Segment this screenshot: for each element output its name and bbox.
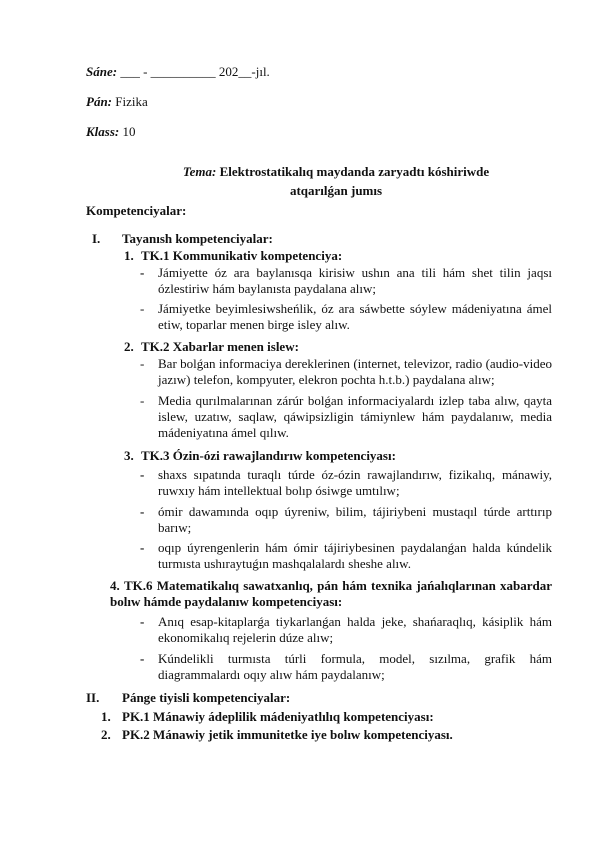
topic-title	[86, 164, 586, 180]
bullet-dash: -	[140, 301, 145, 316]
item-number: 2.	[124, 339, 134, 354]
item-title: TK.3 Ózin-ózi rawajlandırıw kompetenciyası:	[141, 448, 396, 463]
item-3-heading	[124, 448, 396, 464]
item-2-heading	[124, 339, 299, 355]
date-value: ___ - __________ 202__-jıl.	[120, 64, 270, 79]
class-value: 10	[122, 124, 136, 139]
bullet-dash: -	[140, 265, 145, 280]
bullet-dash: -	[140, 467, 145, 482]
date-label: Sáne:	[86, 64, 118, 79]
bullet-text: Bar bolǵan informaciya dereklerinen (internet, televizor, radio (audio-video jazıw) telefon, kompyuter, elekron pochta h.t.b.) paydalana alıw;	[158, 356, 552, 387]
item-1-heading	[124, 248, 342, 264]
bullet-text: Anıq esap-kitaplarǵa tiykarlanǵan halda jeke, shańaraqlıq, kásiplik hám ekonomikalıq rejelerin dúze alıw;	[158, 614, 552, 645]
item-number: 1.	[101, 709, 111, 724]
item-number: 1.	[124, 248, 134, 263]
date-line	[86, 64, 270, 80]
pk-item-1	[101, 709, 434, 725]
pk-item-2	[101, 727, 453, 743]
bullet-dash: -	[140, 614, 145, 629]
class-line	[86, 124, 135, 140]
competencies-heading: Kompetenciyalar:	[86, 203, 187, 218]
bullet-dash: -	[140, 504, 145, 519]
subject-line	[86, 94, 148, 110]
section-1-title: Tayanısh kompetenciyalar:	[122, 231, 273, 246]
bullet-text: ómir dawamında oqıp úyreniw, bilim, tájiriybeni mustaqıl túrde arttırıp barıw;	[158, 504, 552, 535]
topic-title-cont	[86, 183, 586, 199]
item-title: TK.6 Matematikalıq sawatxanlıq, pán hám texnika jańalıqlarınan xabardar bolıw hámde paydalanıw kompetenciyası:	[110, 578, 552, 609]
section-2-title: Pánge tiyisli kompetenciyalar:	[122, 690, 291, 705]
item-title: PK.2 Mánawiy jetik immunitetke iye bolıw kompetenciyası.	[122, 727, 453, 742]
bullet-text: Kúndelikli turmısta túrli formula, model, sızılma, grafik hám diagrammalardı oqıy alıw hám paydalanıw;	[158, 651, 552, 682]
section-2-number: II.	[86, 690, 100, 705]
bullet-text: oqıp úyrengenlerin hám ómir tájiriybesinen paydalanǵan halda kúndelik turmısta ushıraytuǵın mashqalalardı sheshe alıw.	[158, 540, 552, 571]
bullet-dash: -	[140, 651, 145, 666]
bullet-dash: -	[140, 393, 145, 408]
class-label: Klass:	[86, 124, 120, 139]
bullet-dash: -	[140, 356, 145, 371]
bullet-text: Media qurılmalarınan zárúr bolǵan informaciyalardı izlep taba alıw, qayta islew, uzatıw, saqlaw, qáwipsizligin támiynlew hám paydalanıw, media mádeniyatına ámel qılıw.	[158, 393, 552, 440]
item-title: PK.1 Mánawiy ádeplilik mádeniyatlılıq kompetenciyası:	[122, 709, 434, 724]
item-4-heading	[110, 578, 552, 610]
bullet-dash: -	[140, 540, 145, 555]
item-number: 3.	[124, 448, 134, 463]
subject-label: Pán:	[86, 94, 112, 109]
item-number: 4.	[110, 578, 120, 593]
item-number: 2.	[101, 727, 111, 742]
topic-label: Tema:	[182, 164, 217, 179]
item-title: TK.1 Kommunikativ kompetenciya:	[141, 248, 343, 263]
topic-line-1: Elektrostatikalıq maydanda zaryadtı kóshiriwde	[219, 164, 490, 179]
bullet-text: Jámiyette óz ara baylanısqa kirisiw ushın ana tili hám shet tilin jaqsı ózlestiriw hám baylanısta paydalana alıw;	[158, 265, 552, 296]
section-1-number: I.	[92, 231, 101, 246]
subject-value: Fizika	[115, 94, 148, 109]
bullet-text: shaxs sıpatında turaqlı túrde óz-ózin rawajlandırıw, fizikalıq, mánawiy, ruwxıy hám intellektual bolıp ósiwge umtılıw;	[158, 467, 552, 498]
section-1-heading	[92, 231, 273, 247]
item-title: TK.2 Xabarlar menen islew:	[141, 339, 299, 354]
bullet-text: Jámiyetke beyimlesiwsheńlik, óz ara sáwbette sóylew mádeniyatına ámel etiw, toparlar menen birge isley alıw.	[158, 301, 552, 332]
topic-line-2: atqarılǵan jumıs	[289, 183, 383, 198]
section-2-heading	[86, 690, 290, 706]
